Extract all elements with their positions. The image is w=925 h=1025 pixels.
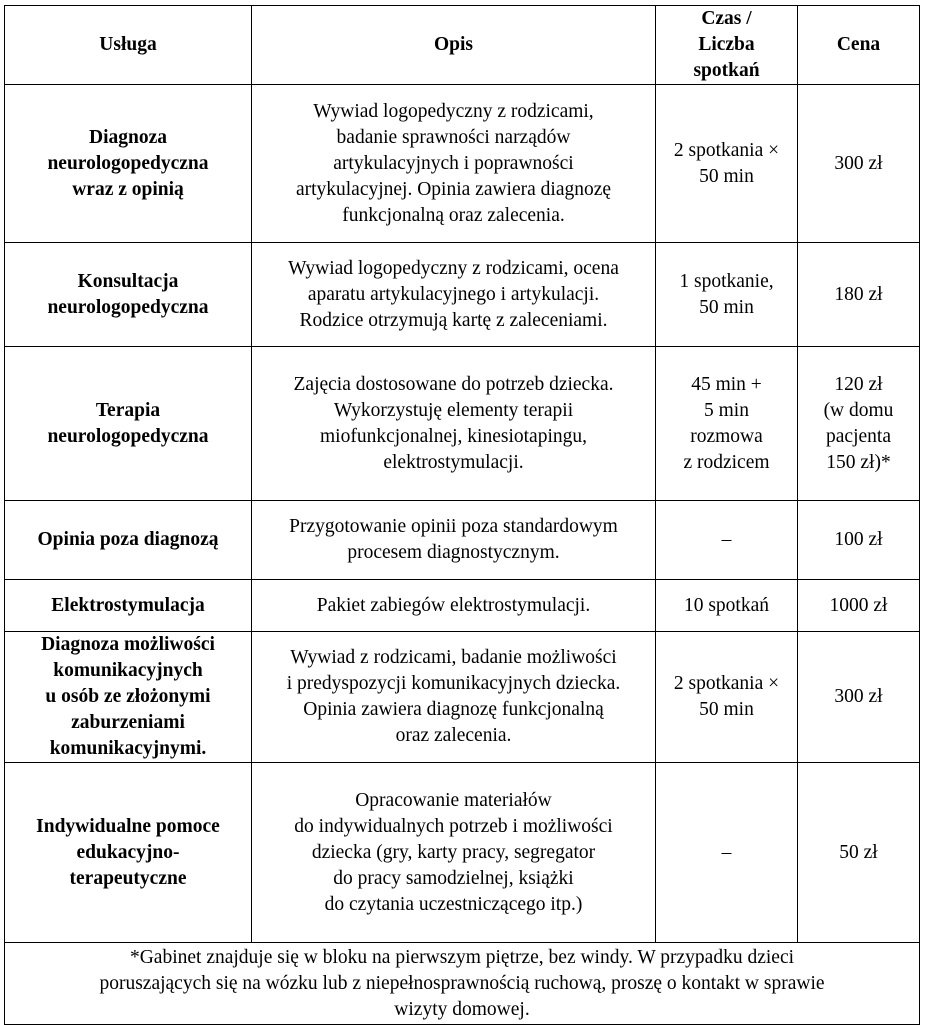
service-time: 10 spotkań xyxy=(656,580,798,632)
service-description: Zajęcia dostosowane do potrzeb dziecka. Wykorzystuję elementy terapii miofunkcjonalnej, kinesiotapingu, elektrostymulacji. xyxy=(252,347,656,501)
service-time: 1 spotkanie, 50 min xyxy=(656,243,798,347)
service-name: Opinia poza diagnozą xyxy=(5,501,252,580)
service-time: – xyxy=(656,763,798,943)
service-description: Opracowanie materiałów do indywidualnych potrzeb i możliwości dziecka (gry, karty pracy, segregator do pracy samodzielnej, książki do czytania uczestniczącego itp.) xyxy=(252,763,656,943)
service-description: Wywiad logopedyczny z rodzicami, badanie sprawności narządów artykulacyjnych i poprawności artykulacyjnej. Opinia zawiera diagnozę funkcjonalną oraz zalecenia. xyxy=(252,85,656,243)
service-price: 180 zł xyxy=(798,243,920,347)
table-row xyxy=(5,347,920,501)
service-name: Konsultacja neurologopedyczna xyxy=(5,243,252,347)
header-description: Opis xyxy=(252,6,656,85)
service-description: Wywiad z rodzicami, badanie możliwości i predyspozycji komunikacyjnych dziecka. Opinia zawiera diagnozę funkcjonalną oraz zalecenia. xyxy=(252,632,656,763)
table-row xyxy=(5,580,920,632)
table-row xyxy=(5,632,920,763)
service-name: Indywidualne pomoce edukacyjno- terapeutyczne xyxy=(5,763,252,943)
table-row xyxy=(5,85,920,243)
table-row xyxy=(5,243,920,347)
service-name: Elektrostymulacja xyxy=(5,580,252,632)
service-description: Pakiet zabiegów elektrostymulacji. xyxy=(252,580,656,632)
table-row xyxy=(5,763,920,943)
service-price: 120 zł (w domu pacjenta 150 zł)* xyxy=(798,347,920,501)
header-price: Cena xyxy=(798,6,920,85)
header-row xyxy=(5,6,920,85)
service-time: 2 spotkania × 50 min xyxy=(656,85,798,243)
service-time: – xyxy=(656,501,798,580)
service-time: 45 min + 5 min rozmowa z rodzicem xyxy=(656,347,798,501)
service-price: 300 zł xyxy=(798,85,920,243)
service-price: 300 zł xyxy=(798,632,920,763)
header-service: Usługa xyxy=(5,6,252,85)
table-row xyxy=(5,501,920,580)
service-price: 50 zł xyxy=(798,763,920,943)
footnote: *Gabinet znajduje się w bloku na pierwszym piętrze, bez windy. W przypadku dzieci poruszających się na wózku lub z niepełnosprawnością ruchową, proszę o kontakt w sprawie wizyty domowej. xyxy=(5,943,920,1025)
header-time: Czas / Liczba spotkań xyxy=(656,6,798,85)
price-table xyxy=(4,5,920,1025)
service-name: Terapia neurologopedyczna xyxy=(5,347,252,501)
service-description: Przygotowanie opinii poza standardowym procesem diagnostycznym. xyxy=(252,501,656,580)
footnote-row xyxy=(5,943,920,1025)
service-price: 100 zł xyxy=(798,501,920,580)
service-description: Wywiad logopedyczny z rodzicami, ocena aparatu artykulacyjnego i artykulacji. Rodzice otrzymują kartę z zaleceniami. xyxy=(252,243,656,347)
service-price: 1000 zł xyxy=(798,580,920,632)
service-time: 2 spotkania × 50 min xyxy=(656,632,798,763)
service-name: Diagnoza możliwości komunikacyjnych u osób ze złożonymi zaburzeniami komunikacyjnymi. xyxy=(5,632,252,763)
service-name: Diagnoza neurologopedyczna wraz z opinią xyxy=(5,85,252,243)
